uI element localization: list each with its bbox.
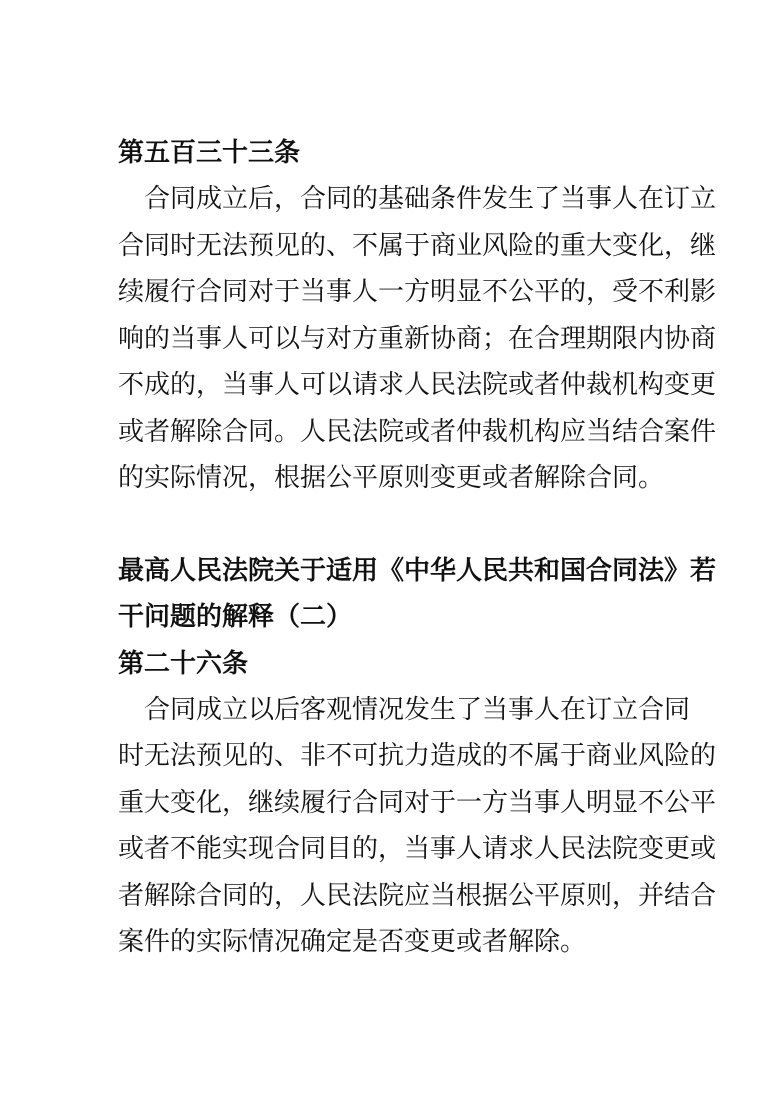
paragraph-line: 或者不能实现合同目的，当事人请求人民法院变更或 [118, 834, 717, 864]
section-spacer [118, 502, 666, 548]
paragraph-line: 合同成立以后客观情况发生了当事人在订立合同 [144, 694, 691, 725]
paragraph-line: 合同时无法预见的、不属于商业风险的重大变化，继 [118, 230, 717, 261]
paragraph-line: 不成的，当事人可以请求人民法院或者仲裁机构变更 [118, 370, 717, 400]
paragraph-line: 者解除合同的，人民法院应当根据公平原则，并结合 [118, 880, 717, 911]
paragraph-line: 响的当事人可以与对方重新协商；在合理期限内协商 [118, 323, 717, 354]
article-26-heading: 第二十六条 [118, 648, 249, 679]
document-content [118, 130, 717, 966]
article-533-heading: 第五百三十三条 [118, 138, 301, 168]
article-26-paragraph [118, 687, 717, 966]
paragraph-line: 时无法预见的、非不可抗力造成的不属于商业风险的 [118, 741, 717, 771]
title-line: 干问题的解释（二） [118, 602, 353, 632]
article-533-paragraph [118, 176, 717, 502]
interpretation-title [118, 548, 717, 641]
paragraph-line: 案件的实际情况确定是否变更或者解除。 [118, 927, 587, 957]
paragraph-line: 的实际情况，根据公平原则变更或者解除合同。 [118, 463, 665, 493]
paragraph-line: 续履行合同对于当事人一方明显不公平的，受不利影 [118, 277, 717, 307]
paragraph-line: 合同成立后，合同的基础条件发生了当事人在订立 [144, 184, 717, 214]
paragraph-line: 或者解除合同。人民法院或者仲裁机构应当结合案件 [118, 416, 717, 447]
title-line: 最高人民法院关于适用《中华人民共和国合同法》若 [118, 555, 717, 586]
paragraph-line: 重大变化，继续履行合同对于一方当事人明显不公平 [118, 787, 717, 818]
